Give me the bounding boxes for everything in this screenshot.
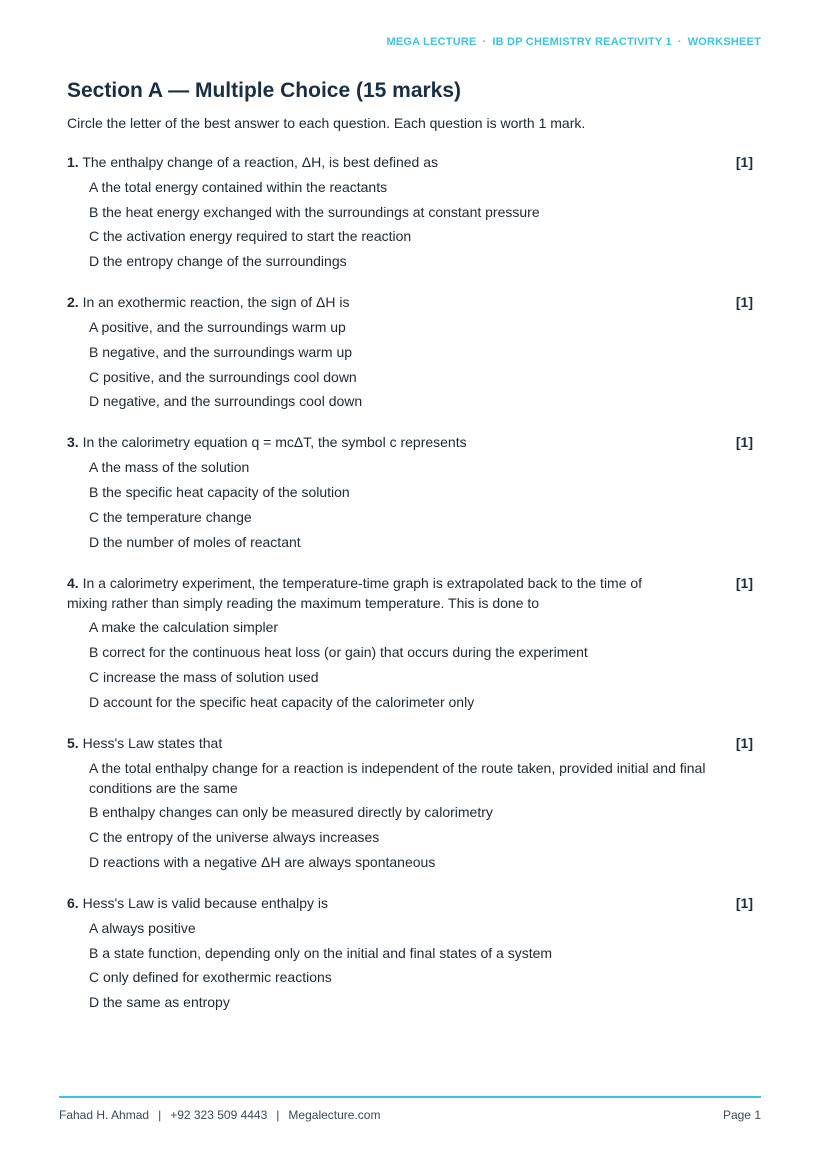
option-b: B correct for the continuous heat loss (or gain) that occurs during the experiment: [89, 644, 588, 661]
question-number: 6.: [67, 894, 79, 911]
option-b: B a state function, depending only on the initial and final states of a system: [89, 944, 553, 961]
question-number: 1.: [67, 154, 79, 170]
footer-divider: [59, 1096, 761, 1098]
option-b: B enthalpy changes can only be measured directly by calorimetry: [89, 804, 493, 821]
question-6: [67, 893, 753, 1012]
option-b: B negative, and the surroundings warm up: [89, 343, 353, 360]
question-text: Hess's Law is valid because enthalpy is: [82, 894, 329, 911]
footer-separator: |: [158, 1108, 162, 1122]
question-list: [67, 152, 753, 1033]
header-separator: ·: [677, 36, 682, 48]
question-3: [67, 432, 753, 551]
question-number: 4.: [67, 574, 79, 591]
question-mark: [1]: [735, 894, 753, 911]
option-a: A always positive: [89, 919, 196, 936]
page-number: Page 1: [722, 1108, 761, 1122]
option-b: B the specific heat capacity of the solution: [89, 483, 350, 500]
header-brand: MEGA LECTURE: [386, 36, 477, 48]
section-instructions: Circle the letter of the best answer to each question. Each question is worth 1 mark.: [67, 115, 586, 131]
question-number: 3.: [67, 434, 79, 451]
section-title: Section A — Multiple Choice (15 marks): [67, 79, 462, 102]
question-text: In a calorimetry experiment, the temperature-time graph is extrapolated back to the time of mixing rather than simply reading the maximum temperature. This is done to: [67, 574, 643, 611]
option-c: C positive, and the surroundings cool down: [89, 368, 357, 385]
option-a: A make the calculation simpler: [89, 619, 279, 636]
option-c: C the entropy of the universe always increases: [89, 829, 380, 846]
footer-contact: [59, 1108, 380, 1122]
option-c: C the activation energy required to start the reaction: [89, 228, 412, 245]
question-stem: [67, 292, 667, 312]
question-text: Hess's Law states that: [82, 734, 223, 751]
question-stem-row: [67, 573, 753, 613]
header-doc-type: WORKSHEET: [687, 36, 761, 48]
question-stem: [67, 733, 667, 753]
footer-phone: +92 323 509 4443: [170, 1108, 268, 1122]
question-stem-row: [67, 432, 753, 452]
header-separator: ·: [482, 36, 487, 48]
question-stem: [67, 573, 667, 613]
question-stem: [67, 432, 667, 452]
question-mark: [1]: [735, 734, 753, 751]
footer-author: Fahad H. Ahmad: [59, 1108, 150, 1122]
question-number: 2.: [67, 294, 79, 311]
question-stem-row: [67, 292, 753, 312]
option-c: C increase the mass of solution used: [89, 668, 319, 685]
question-mark: [1]: [735, 574, 753, 591]
question-mark: [1]: [735, 294, 753, 311]
question-text: The enthalpy change of a reaction, ΔH, is best defined as: [82, 154, 439, 170]
question-1: [67, 152, 753, 271]
running-header: [387, 36, 761, 48]
question-mark: [1]: [735, 154, 753, 170]
header-course: IB DP CHEMISTRY REACTIVITY 1: [492, 36, 672, 48]
question-4: [67, 573, 753, 712]
option-d: D the number of moles of reactant: [89, 533, 301, 550]
question-stem-row: [67, 152, 753, 172]
option-b: B the heat energy exchanged with the surroundings at constant pressure: [89, 203, 540, 220]
question-stem-row: [67, 893, 753, 913]
question-stem: [67, 152, 667, 172]
question-2: [67, 292, 753, 411]
footer-separator: |: [276, 1108, 280, 1122]
option-a: A the total energy contained within the reactants: [89, 178, 388, 195]
option-d: D negative, and the surroundings cool down: [89, 393, 363, 410]
option-d: D account for the specific heat capacity of the calorimeter only: [89, 693, 475, 710]
option-d: D reactions with a negative ΔH are always spontaneous: [89, 853, 436, 870]
question-number: 5.: [67, 734, 79, 751]
option-a: A positive, and the surroundings warm up: [89, 318, 346, 335]
option-c: C the temperature change: [89, 508, 252, 525]
question-5: [67, 733, 753, 872]
question-stem-row: [67, 733, 753, 753]
question-mark: [1]: [735, 434, 753, 451]
option-a: A the mass of the solution: [89, 459, 250, 476]
question-text: In an exothermic reaction, the sign of ΔH is: [82, 294, 350, 311]
question-text: In the calorimetry equation q = mcΔT, the symbol c represents: [82, 434, 467, 451]
option-d: D the entropy change of the surroundings: [89, 253, 347, 270]
question-stem: [67, 893, 667, 913]
option-a: A the total enthalpy change for a reaction is independent of the route taken, provided initial and final conditions are the same: [89, 759, 706, 796]
footer-website: Megalecture.com: [288, 1108, 381, 1122]
option-c: C only defined for exothermic reactions: [89, 969, 332, 986]
option-d: D the same as entropy: [89, 994, 230, 1011]
